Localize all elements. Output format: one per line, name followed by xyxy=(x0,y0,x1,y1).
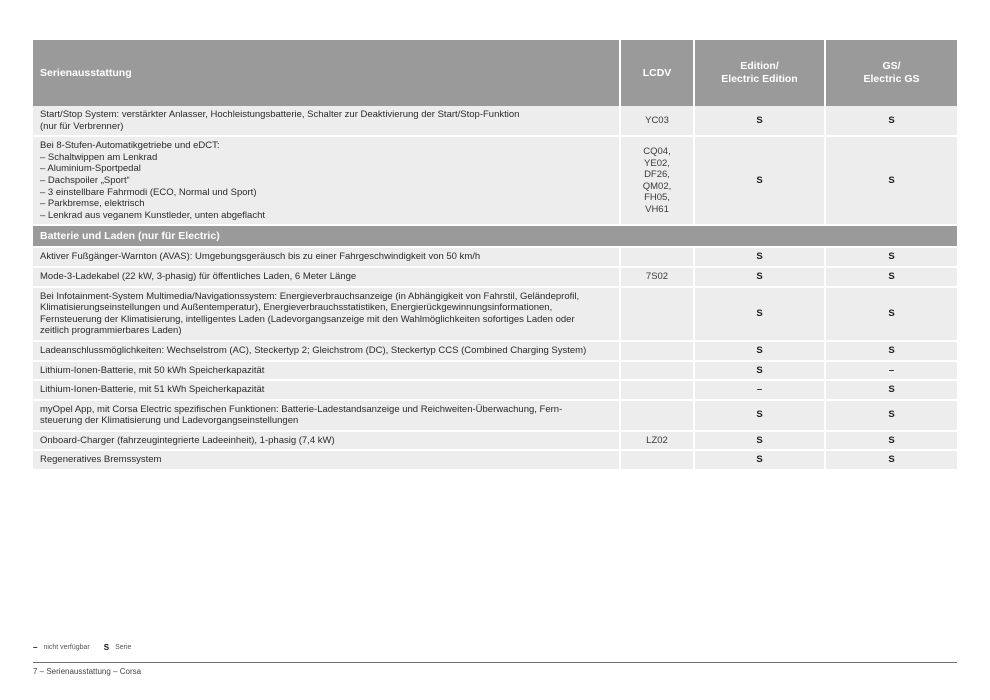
section-title: Batterie und Laden (nur für Electric) xyxy=(33,226,957,248)
gs-cell: S xyxy=(826,342,957,362)
edition-cell: S xyxy=(695,432,826,452)
legend-symbol-standard: S xyxy=(103,643,110,652)
feature-cell: myOpel App, mit Corsa Electric spezifischen Funktionen: Batterie-Ladestandsanzeige und Reichweiten-Überwachung, Fern- steuerung der Klimatisierung und Ladevorgangseinstellungen xyxy=(33,401,621,432)
table-row xyxy=(33,381,957,401)
lcdv-cell: CQ04, YE02, DF26, QM02, FH05, VH61 xyxy=(621,137,695,226)
feature-cell: Lithium-Ionen-Batterie, mit 50 kWh Speicherkapazität xyxy=(33,362,621,382)
legend-text-not-available: nicht verfügbar xyxy=(43,644,90,651)
feature-cell: Mode-3-Ladekabel (22 kW, 3-phasig) für öffentliches Laden, 6 Meter Länge xyxy=(33,268,621,288)
gs-cell: S xyxy=(826,268,957,288)
edition-cell: S xyxy=(695,137,826,226)
table-header xyxy=(33,40,957,106)
feature-cell: Onboard-Charger (fahrzeugintegrierte Ladeeinheit), 1-phasig (7,4 kW) xyxy=(33,432,621,452)
edition-cell: S xyxy=(695,362,826,382)
gs-cell: S xyxy=(826,137,957,226)
gs-cell: S xyxy=(826,381,957,401)
header-feature: Serienausstattung xyxy=(33,40,621,106)
lcdv-cell xyxy=(621,362,695,382)
header-lcdv: LCDV xyxy=(621,40,695,106)
header-edition: Edition/ Electric Edition xyxy=(695,40,826,106)
lcdv-cell: 7S02 xyxy=(621,268,695,288)
equipment-table xyxy=(33,40,957,471)
table-row xyxy=(33,288,957,342)
gs-cell: S xyxy=(826,106,957,137)
gs-cell: S xyxy=(826,451,957,471)
edition-cell: S xyxy=(695,248,826,268)
edition-cell: S xyxy=(695,342,826,362)
lcdv-cell xyxy=(621,451,695,471)
edition-cell: S xyxy=(695,401,826,432)
edition-cell: S xyxy=(695,288,826,342)
feature-cell: Aktiver Fußgänger-Warnton (AVAS): Umgebungsgeräusch bis zu einer Fahrgeschwindigkeit von 50 km/h xyxy=(33,248,621,268)
table-row xyxy=(33,248,957,268)
edition-cell: S xyxy=(695,268,826,288)
gs-cell: S xyxy=(826,288,957,342)
lcdv-cell xyxy=(621,288,695,342)
lcdv-cell xyxy=(621,401,695,432)
edition-cell: – xyxy=(695,381,826,401)
gs-cell: S xyxy=(826,401,957,432)
feature-cell: Ladeanschlussmöglichkeiten: Wechselstrom (AC), Steckertyp 2; Gleichstrom (DC), Steckertyp CCS (Combined Charging System) xyxy=(33,342,621,362)
table-row xyxy=(33,362,957,382)
edition-cell: S xyxy=(695,106,826,137)
edition-cell: S xyxy=(695,451,826,471)
feature-cell: Regeneratives Bremssystem xyxy=(33,451,621,471)
footer-divider xyxy=(33,662,957,663)
gs-cell: S xyxy=(826,432,957,452)
lcdv-cell xyxy=(621,342,695,362)
table-row xyxy=(33,268,957,288)
table-row xyxy=(33,432,957,452)
legend-symbol-not-available: – xyxy=(33,643,38,652)
lcdv-cell: YC03 xyxy=(621,106,695,137)
legend xyxy=(33,643,145,652)
table-body xyxy=(33,106,957,471)
lcdv-cell xyxy=(621,248,695,268)
feature-cell: Bei 8-Stufen-Automatikgetriebe und eDCT: – Schaltwippen am Lenkrad – Aluminium-Sportpedal – Dachspoiler „Sport“ – 3 einstellbare Fahrmodi (ECO, Normal und Sport) – Parkbremse, elektrisch – Lenkrad aus veganem Kunstleder, unten abgeflacht xyxy=(33,137,621,226)
lcdv-cell: LZ02 xyxy=(621,432,695,452)
table-row xyxy=(33,342,957,362)
feature-cell: Bei Infotainment-System Multimedia/Navigationssystem: Energieverbrauchsanzeige (in Abhängigkeit von Fahrstil, Geländeprofil, Klimatisierungseinstellungen und Außentemperatur), Energieverbrauchsstatistiken, Energierückgewinnungsinformationen, Fernsteuerung der Klimatisierung, intelligentes Laden (Ladevorgangsanzeige mit den Wahlmöglichkeiten sofortiges Laden oder zeitlich programmierbares Laden) xyxy=(33,288,621,342)
feature-cell: Lithium-Ionen-Batterie, mit 51 kWh Speicherkapazität xyxy=(33,381,621,401)
header-gs: GS/ Electric GS xyxy=(826,40,957,106)
feature-cell: Start/Stop System: verstärkter Anlasser, Hochleistungsbatterie, Schalter zur Deaktivierung der Start/Stop-Funktion (nur für Verbrenner) xyxy=(33,106,621,137)
gs-cell: S xyxy=(826,248,957,268)
table-row xyxy=(33,106,957,137)
table-row xyxy=(33,451,957,471)
page-footer: 7 – Serienausstattung – Corsa xyxy=(33,667,142,676)
legend-text-standard: Serie xyxy=(115,644,132,651)
table-row xyxy=(33,401,957,432)
gs-cell: – xyxy=(826,362,957,382)
lcdv-cell xyxy=(621,381,695,401)
table-row xyxy=(33,137,957,226)
section-header-row xyxy=(33,226,957,248)
